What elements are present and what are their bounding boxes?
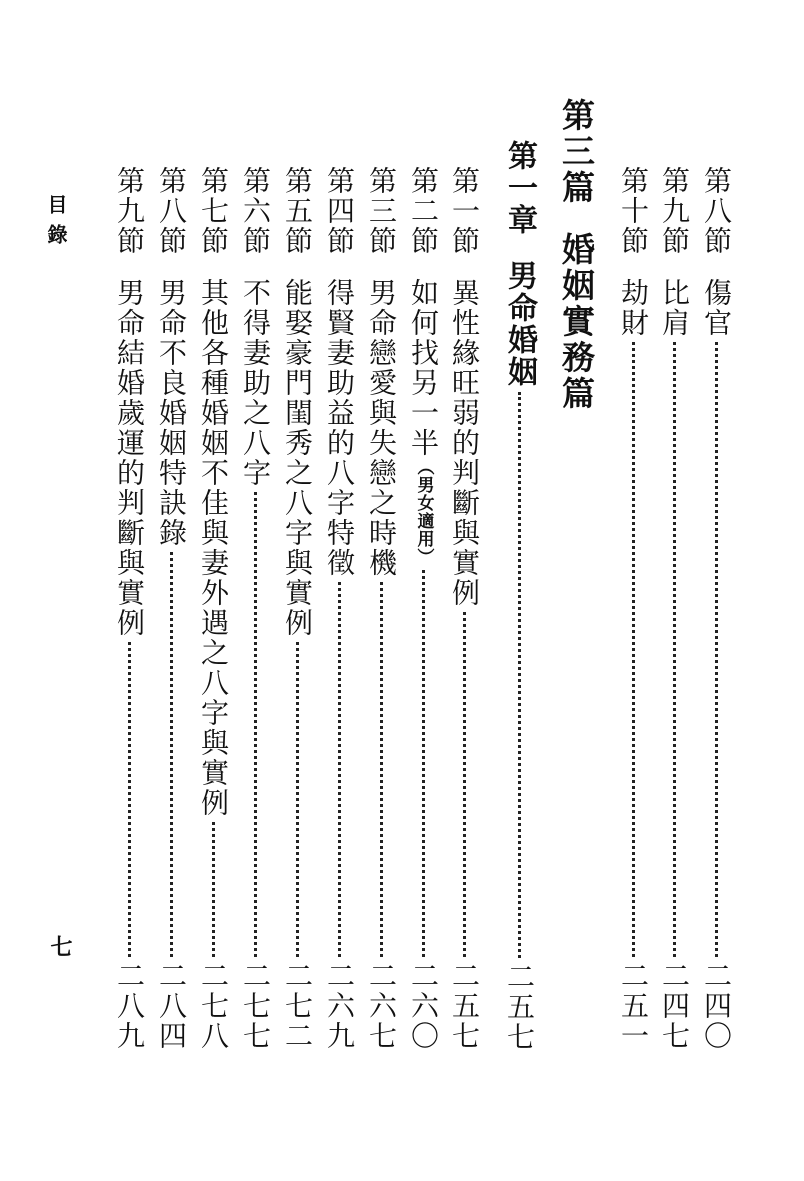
section-label: 第一節 [448, 166, 481, 256]
dot-leader [632, 342, 635, 957]
page-number: 二八四 [155, 961, 188, 1051]
page-number: 二四七 [658, 961, 691, 1051]
page-number: 二七八 [197, 961, 230, 1051]
section-label: 第四節 [323, 166, 356, 256]
section-note: （男女適用） [413, 458, 434, 566]
toc-entry-ch1-s6[interactable] [239, 166, 272, 1051]
section-label: 第三節 [365, 166, 398, 256]
toc-entry-ch1-s1[interactable] [448, 166, 481, 1051]
toc-entry-8-shangguan[interactable] [700, 166, 733, 1051]
section-title: 不得妻助之八字 [239, 278, 272, 488]
section-title: 男命結婚歲運的判斷與實例 [113, 278, 146, 638]
chapter-title: 男命婚姻 [502, 260, 537, 388]
page-number: 二四〇 [700, 961, 733, 1051]
dot-leader [673, 342, 676, 957]
part-title: 婚姻實務篇 [557, 232, 596, 412]
section-title: 傷官 [700, 278, 733, 338]
chapter-label: 第一章 [502, 140, 537, 236]
page-number: 二六〇 [407, 961, 440, 1051]
section-label: 第八節 [155, 166, 188, 256]
toc-entry-ch1-s2[interactable] [407, 166, 440, 1051]
section-label: 第七節 [197, 166, 230, 256]
toc-entry-ch1-s5[interactable] [281, 166, 314, 1051]
section-label: 第九節 [658, 166, 691, 256]
toc-entry-10-jiecai[interactable] [617, 166, 650, 1051]
page-number: 二六七 [365, 961, 398, 1051]
chapter-heading[interactable] [502, 140, 537, 1052]
toc-entry-ch1-s4[interactable] [323, 166, 356, 1051]
dot-leader [422, 570, 425, 957]
section-title: 劫財 [617, 278, 650, 338]
page-number: 二五七 [448, 961, 481, 1051]
dot-leader [128, 642, 131, 957]
page-number: 二七二 [281, 961, 314, 1051]
toc-entry-ch1-s9[interactable] [113, 166, 146, 1051]
running-header: 目錄 [44, 194, 68, 254]
section-title: 其他各種婚姻不佳與妻外遇之八字與實例 [197, 278, 230, 818]
dot-leader [254, 492, 257, 957]
page-number: 二五七 [503, 962, 536, 1052]
toc-entry-ch1-s3[interactable] [365, 166, 398, 1051]
dot-leader [170, 552, 173, 957]
section-label: 第六節 [239, 166, 272, 256]
dot-leader [338, 582, 341, 957]
toc-entry-ch1-s7[interactable] [197, 166, 230, 1051]
part-heading[interactable] [557, 98, 596, 412]
page-number: 二五一 [617, 961, 650, 1051]
dot-leader [380, 582, 383, 957]
part-label: 第三篇 [557, 98, 596, 206]
dot-leader [212, 822, 215, 957]
toc-entry-ch1-s8[interactable] [155, 166, 188, 1051]
page-number: 二六九 [323, 961, 356, 1051]
page-number: 二八九 [113, 961, 146, 1051]
section-label: 第五節 [281, 166, 314, 256]
section-title: 如何找另一半 [407, 278, 440, 458]
dot-leader [296, 642, 299, 957]
dot-leader [463, 612, 466, 957]
dot-leader [518, 392, 521, 958]
section-label: 第九節 [113, 166, 146, 256]
section-label: 第十節 [617, 166, 650, 256]
section-label: 第二節 [407, 166, 440, 256]
section-title: 異性緣旺弱的判斷與實例 [448, 278, 481, 608]
section-title: 比肩 [658, 278, 691, 338]
section-title: 得賢妻助益的八字特徵 [323, 278, 356, 578]
section-label: 第八節 [700, 166, 733, 256]
page-number: 二七七 [239, 961, 272, 1051]
section-title: 能娶豪門閨秀之八字與實例 [281, 278, 314, 638]
dot-leader [715, 342, 718, 957]
section-title: 男命戀愛與失戀之時機 [365, 278, 398, 578]
page-folio: 七 [47, 935, 73, 957]
toc-entry-9-bijian[interactable] [658, 166, 691, 1051]
section-title: 男命不良婚姻特訣錄 [155, 278, 188, 548]
